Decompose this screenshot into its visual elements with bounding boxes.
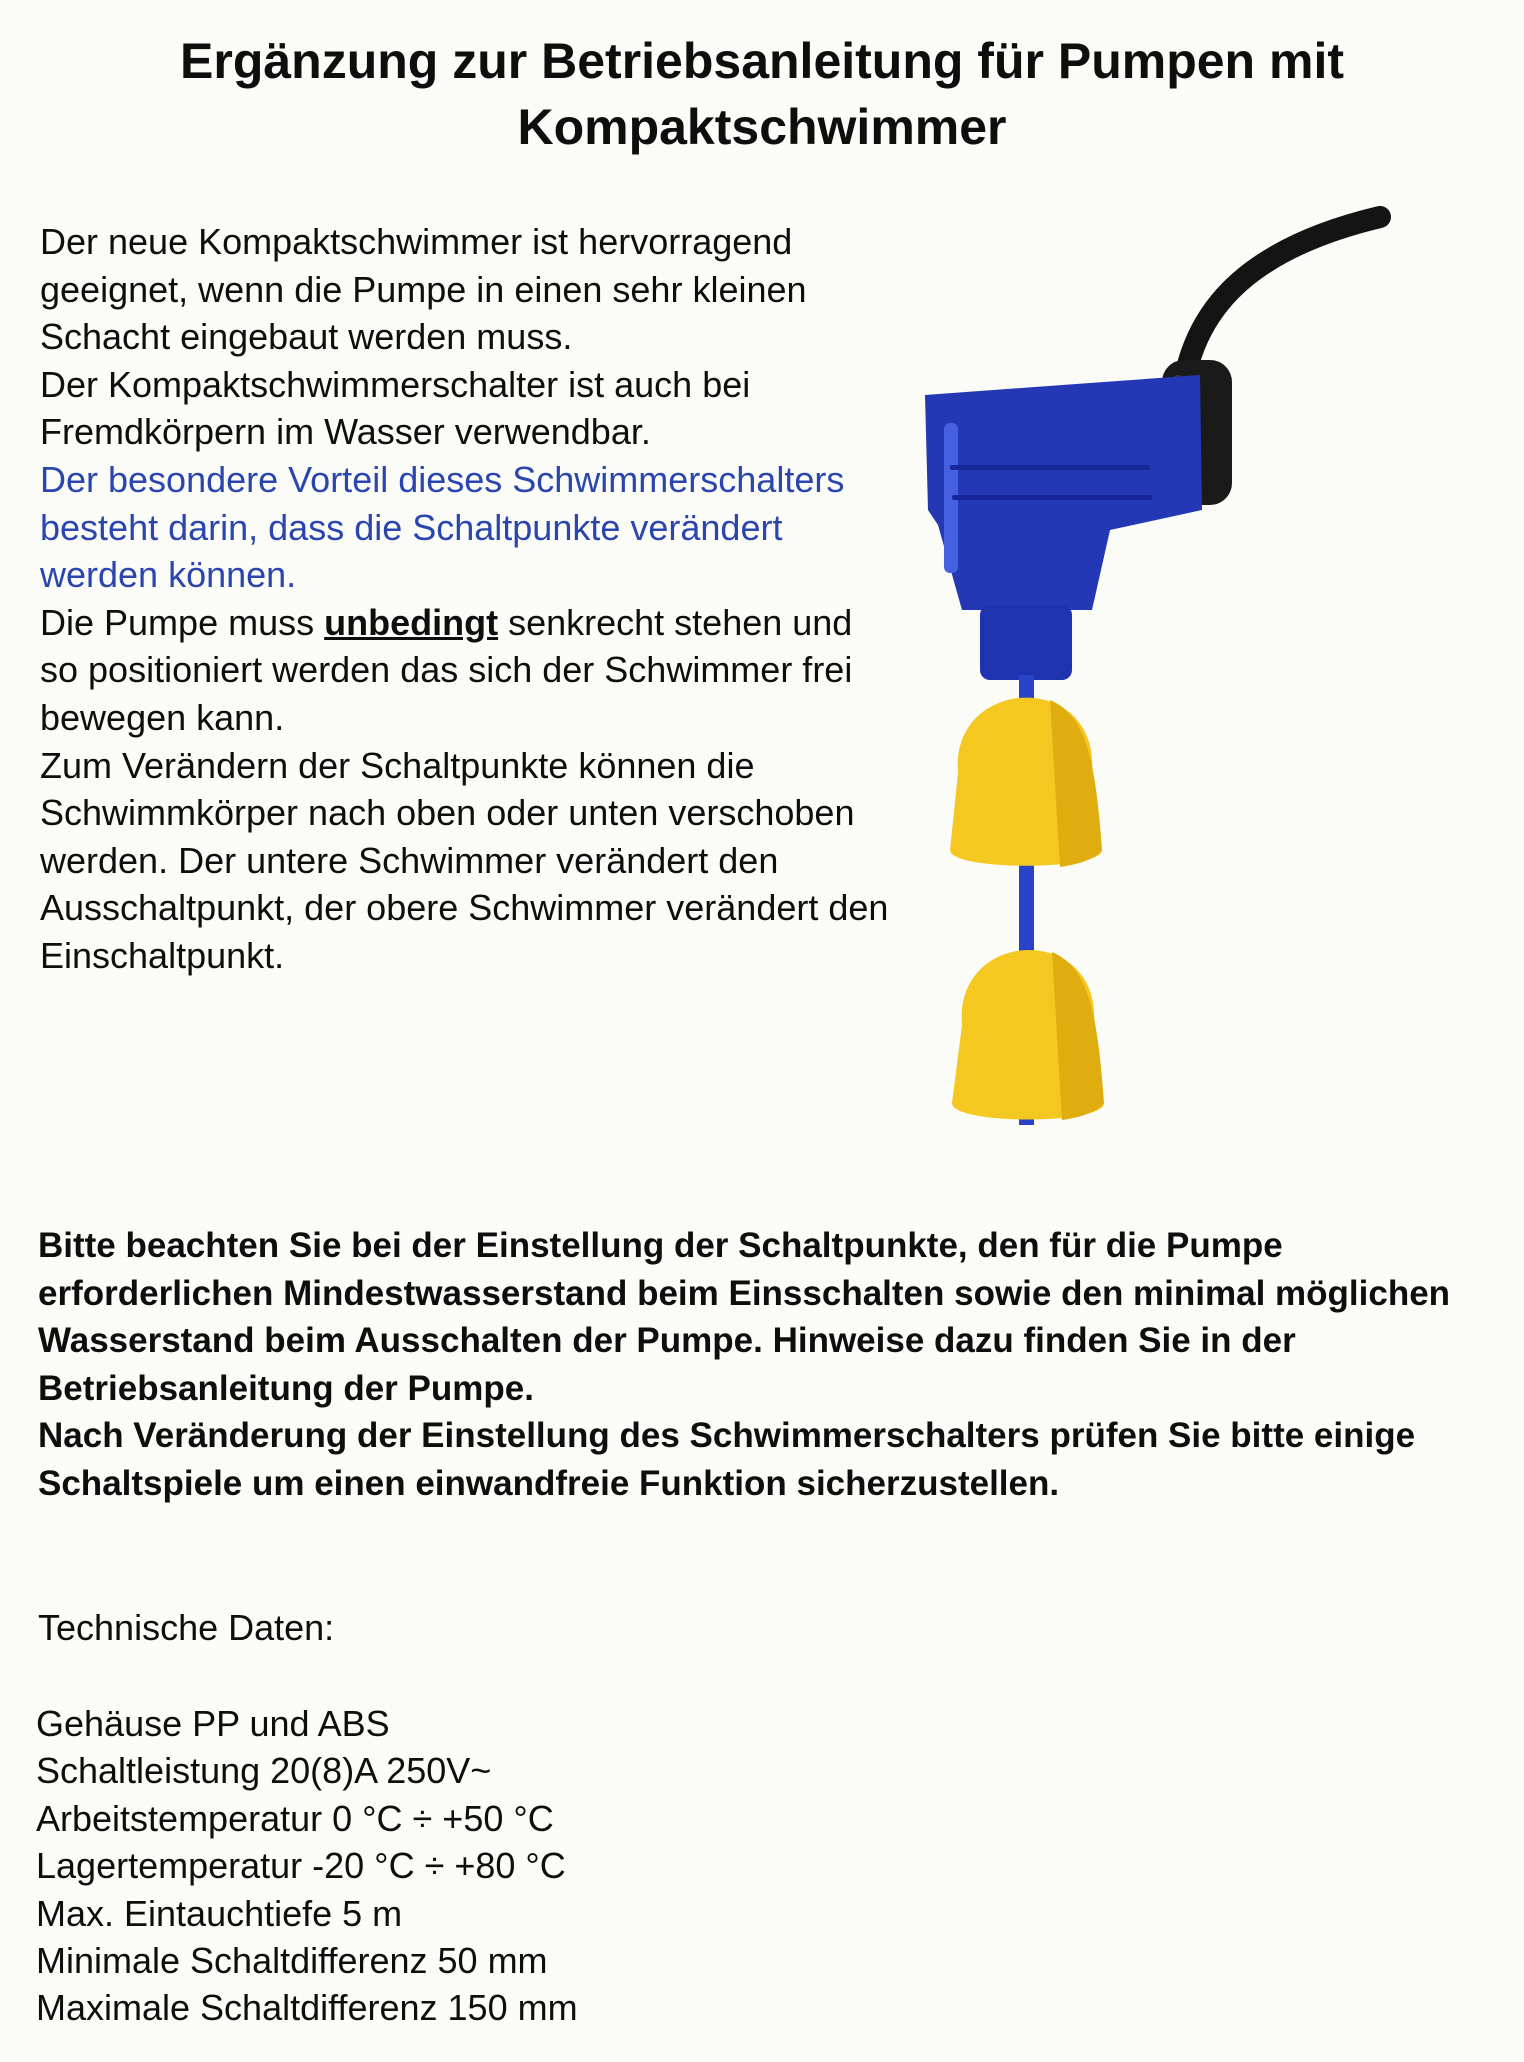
- mounting-emphasis: unbedingt: [324, 601, 499, 643]
- intro-paragraph-1: Der neue Kompaktschwimmer ist hervorragend geeignet, wenn die Pumpe in einen sehr kleinen Schacht eingebaut werden muss.: [40, 221, 807, 358]
- technical-data-heading: Technische Daten:: [38, 1607, 335, 1648]
- tech-item-storage-temperature: Lagertemperatur -20 °C ÷ +80 °C: [36, 1845, 566, 1887]
- intro-text: [40, 218, 900, 980]
- title-line-1: Ergänzung zur Betriebsanleitung für Pumpen mit: [180, 33, 1344, 89]
- tech-item-operating-temperature: Arbeitstemperatur 0 °C ÷ +50 °C: [36, 1797, 554, 1839]
- technical-data-list: [36, 1700, 578, 2032]
- housing-thread-2: [952, 495, 1152, 500]
- switch-housing: [925, 375, 1202, 610]
- mounting-text-end: senkrecht stehen und so positioniert werden das sich der Schwimmer frei bewegen kann.: [40, 601, 853, 738]
- tech-item-immersion-depth: Max. Eintauchtiefe 5 m: [36, 1892, 403, 1934]
- housing-thread-1: [950, 465, 1150, 470]
- intro-paragraph-adjustment: Zum Verändern der Schaltpunkte können die Schwimmkörper nach oben oder unten verschoben werden. Der untere Schwimmer verändert den Ausschaltpunkt, der obere Schwimmer verändert den Einschaltpunkt.: [40, 744, 889, 976]
- title-line-2: Kompaktschwimmer: [517, 99, 1007, 155]
- tech-item-max-switching-difference: Maximale Schaltdifferenz 150 mm: [36, 1987, 578, 2029]
- intro-paragraph-mounting: [40, 599, 900, 742]
- tech-item-min-switching-difference: Minimale Schaltdifferenz 50 mm: [36, 1940, 548, 1982]
- tech-item-switching-capacity: Schaltleistung 20(8)A 250V~: [36, 1750, 492, 1792]
- notice-paragraph-2: Nach Veränderung der Einstellung des Schwimmerschalters prüfen Sie bitte einige Schaltspiele um einen einwandfreie Funktion sicherzustellen.: [38, 1416, 1416, 1503]
- housing-neck: [980, 605, 1072, 680]
- notice-paragraph-1: Bitte beachten Sie bei der Einstellung der Schaltpunkte, den für die Pumpe erforderlichen Mindestwasserstand beim Einsschalten sowie den minimal möglichen Wasserstand beim Ausschalten der Pumpe. Hinweise dazu finden Sie in der Betriebsanleitung der Pumpe.: [38, 1226, 1451, 1408]
- intro-paragraph-advantage: Der besondere Vorteil dieses Schwimmerschalters besteht darin, dass die Schaltpunkte verändert werden können.: [40, 458, 845, 596]
- tech-item-housing: Gehäuse PP und ABS: [36, 1703, 390, 1744]
- document-title: [0, 28, 1524, 160]
- mounting-text-start: Die Pumpe muss: [40, 601, 315, 643]
- intro-paragraph-2: Der Kompaktschwimmerschalter ist auch bei Fremdkörpern im Wasser verwendbar.: [40, 363, 751, 453]
- settings-notice: [38, 1222, 1508, 1507]
- float-switch-illustration: [880, 195, 1400, 1155]
